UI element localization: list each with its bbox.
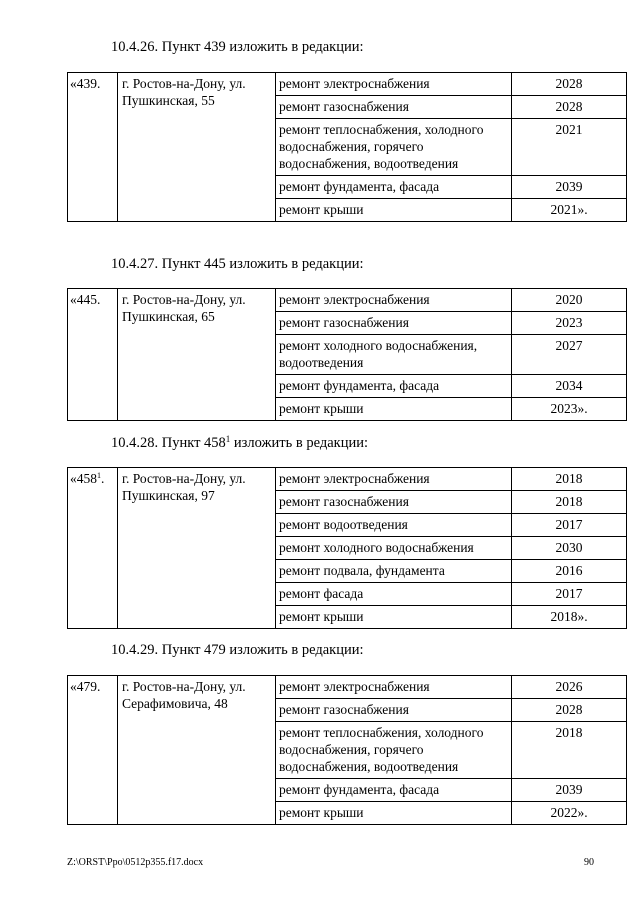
year-cell: 2016 bbox=[512, 560, 627, 583]
year-cell: 2027 bbox=[512, 335, 627, 375]
section-heading bbox=[111, 434, 368, 452]
year-cell: 2030 bbox=[512, 537, 627, 560]
work-type-cell: ремонт крыши bbox=[276, 398, 512, 421]
amendment-table bbox=[67, 72, 627, 222]
section-heading: 10.4.27. Пункт 445 изложить в редакции: bbox=[111, 256, 364, 272]
table-row bbox=[68, 468, 627, 491]
year-cell: 2021». bbox=[512, 199, 627, 222]
work-type-cell: ремонт электроснабжения bbox=[276, 468, 512, 491]
footer-file-path: Z:\ORST\Ppo\0512p355.f17.docx bbox=[67, 857, 204, 868]
work-type-cell: ремонт холодного водоснабжения, водоотведения bbox=[276, 335, 512, 375]
section-heading: 10.4.26. Пункт 439 изложить в редакции: bbox=[111, 39, 364, 55]
item-address: г. Ростов-на-Дону, ул. Пушкинская, 65 bbox=[118, 289, 276, 421]
work-type-cell: ремонт газоснабжения bbox=[276, 699, 512, 722]
work-type-cell: ремонт газоснабжения bbox=[276, 491, 512, 514]
item-address: г. Ростов-на-Дону, ул. Пушкинская, 97 bbox=[118, 468, 276, 629]
page-number: 90 bbox=[584, 857, 594, 868]
work-type-cell: ремонт подвала, фундамента bbox=[276, 560, 512, 583]
amendment-table bbox=[67, 288, 627, 421]
work-type-cell: ремонт теплоснабжения, холодного водоснабжения, горячего водоснабжения, водоотведения bbox=[276, 119, 512, 176]
table-row bbox=[68, 73, 627, 96]
year-cell: 2020 bbox=[512, 289, 627, 312]
work-type-cell: ремонт фасада bbox=[276, 583, 512, 606]
year-cell: 2018 bbox=[512, 722, 627, 779]
year-cell: 2018 bbox=[512, 468, 627, 491]
item-number-suffix: . bbox=[101, 471, 105, 486]
year-cell: 2039 bbox=[512, 779, 627, 802]
item-number: «445. bbox=[68, 289, 118, 421]
amendment-table bbox=[67, 675, 627, 825]
work-type-cell: ремонт электроснабжения bbox=[276, 289, 512, 312]
year-cell: 2026 bbox=[512, 676, 627, 699]
work-type-cell: ремонт теплоснабжения, холодного водоснабжения, горячего водоснабжения, водоотведения bbox=[276, 722, 512, 779]
year-cell: 2039 bbox=[512, 176, 627, 199]
item-number-text: «458 bbox=[70, 471, 97, 486]
work-type-cell: ремонт фундамента, фасада bbox=[276, 375, 512, 398]
work-type-cell: ремонт холодного водоснабжения bbox=[276, 537, 512, 560]
work-type-cell: ремонт электроснабжения bbox=[276, 73, 512, 96]
work-type-cell: ремонт крыши bbox=[276, 802, 512, 825]
item-number-superscript: 1 bbox=[97, 471, 101, 480]
heading-superscript: 1 bbox=[225, 434, 231, 444]
item-number bbox=[68, 468, 118, 629]
year-cell: 2028 bbox=[512, 96, 627, 119]
year-cell: 2017 bbox=[512, 514, 627, 537]
year-cell: 2023 bbox=[512, 312, 627, 335]
work-type-cell: ремонт крыши bbox=[276, 606, 512, 629]
work-type-cell: ремонт крыши bbox=[276, 199, 512, 222]
work-type-cell: ремонт фундамента, фасада bbox=[276, 779, 512, 802]
work-type-cell: ремонт электроснабжения bbox=[276, 676, 512, 699]
year-cell: 2028 bbox=[512, 699, 627, 722]
item-number: «479. bbox=[68, 676, 118, 825]
year-cell: 2023». bbox=[512, 398, 627, 421]
year-cell: 2028 bbox=[512, 73, 627, 96]
year-cell: 2018». bbox=[512, 606, 627, 629]
table-row bbox=[68, 676, 627, 699]
table-row bbox=[68, 289, 627, 312]
section-heading: 10.4.29. Пункт 479 изложить в редакции: bbox=[111, 642, 364, 658]
item-address: г. Ростов-на-Дону, ул. Пушкинская, 55 bbox=[118, 73, 276, 222]
work-type-cell: ремонт газоснабжения bbox=[276, 96, 512, 119]
year-cell: 2017 bbox=[512, 583, 627, 606]
item-address: г. Ростов-на-Дону, ул. Серафимовича, 48 bbox=[118, 676, 276, 825]
year-cell: 2021 bbox=[512, 119, 627, 176]
heading-text-suffix: изложить в редакции: bbox=[230, 435, 369, 451]
year-cell: 2018 bbox=[512, 491, 627, 514]
year-cell: 2034 bbox=[512, 375, 627, 398]
work-type-cell: ремонт водоотведения bbox=[276, 514, 512, 537]
heading-text: 10.4.28. Пункт 458 bbox=[111, 435, 226, 451]
item-number: «439. bbox=[68, 73, 118, 222]
work-type-cell: ремонт газоснабжения bbox=[276, 312, 512, 335]
amendment-table bbox=[67, 467, 627, 629]
work-type-cell: ремонт фундамента, фасада bbox=[276, 176, 512, 199]
year-cell: 2022». bbox=[512, 802, 627, 825]
